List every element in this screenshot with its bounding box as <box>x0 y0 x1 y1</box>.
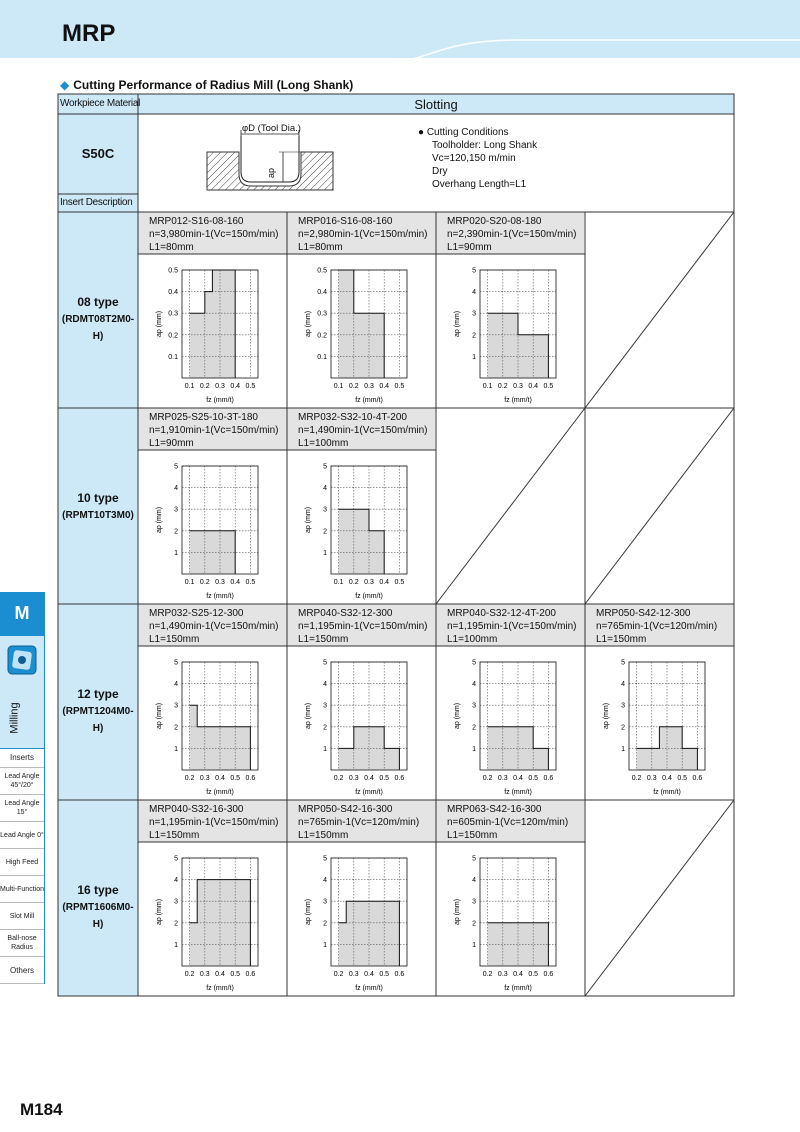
x-tick-label: 0.3 <box>513 383 523 390</box>
diamond-bullet-icon: ◆ <box>60 78 70 92</box>
y-tick-label: 4 <box>472 877 476 885</box>
x-tick-label: 0.3 <box>364 579 374 586</box>
condition-toolholder: Toolholder: Long Shank <box>432 140 538 151</box>
x-tick-label: 0.5 <box>394 383 405 390</box>
y-axis-label: ap (mm) <box>156 898 163 926</box>
x-axis-label: fz (mm/t) <box>355 985 383 992</box>
sidebar-item-high-feed[interactable]: High Feed <box>0 849 44 876</box>
tool-spec-16-1: MRP040-S32-16-300 n=1,195min-1(Vc=150m/min) L1=150mm <box>149 804 279 841</box>
y-tick-label: 2 <box>323 920 327 928</box>
x-tick-label: 0.3 <box>348 775 359 782</box>
y-tick-label: 0.2 <box>317 332 327 340</box>
y-tick-label: 3 <box>472 310 476 318</box>
y-tick-label: 4 <box>323 877 327 885</box>
y-tick-label: 4 <box>472 289 476 297</box>
y-tick-label: 1 <box>323 549 327 557</box>
y-tick-label: 0.3 <box>168 310 178 318</box>
x-tick-label: 0.4 <box>513 971 523 978</box>
chart-12-4 <box>587 650 732 798</box>
x-tick-label: 0.6 <box>394 775 405 782</box>
conditions-title: ● Cutting Conditions <box>418 127 509 138</box>
x-axis-label: fz (mm/t) <box>206 789 234 796</box>
chart-16-3 <box>438 846 583 994</box>
x-tick-label: 0.5 <box>245 579 256 586</box>
condition-speed: Vc=120,150 m/min <box>432 153 516 164</box>
x-tick-label: 0.2 <box>482 971 493 978</box>
x-axis-label: fz (mm/t) <box>504 789 532 796</box>
x-tick-label: 0.6 <box>394 971 405 978</box>
y-axis-label: ap (mm) <box>156 506 163 534</box>
y-axis-label: ap (mm) <box>454 702 461 730</box>
x-tick-label: 0.6 <box>245 775 256 782</box>
y-tick-label: 2 <box>174 724 178 732</box>
tool-spec-12-2: MRP040-S32-12-300 n=1,195min-1(Vc=150m/min) L1=150mm <box>298 608 428 645</box>
y-tick-label: 3 <box>472 702 476 710</box>
y-tick-label: 3 <box>174 702 178 710</box>
x-tick-label: 0.2 <box>348 579 359 586</box>
x-tick-label: 0.3 <box>497 775 508 782</box>
y-tick-label: 2 <box>174 920 178 928</box>
x-tick-label: 0.5 <box>543 383 554 390</box>
x-tick-label: 0.6 <box>245 971 256 978</box>
y-tick-label: 1 <box>621 745 625 753</box>
y-tick-label: 3 <box>174 506 178 514</box>
material-name: S50C <box>81 146 115 161</box>
y-tick-label: 5 <box>472 267 476 275</box>
y-tick-label: 0.5 <box>317 267 327 275</box>
type-label-10: 10 type (RPMT10T3M0) <box>62 491 134 521</box>
page-title: MRP <box>62 20 116 47</box>
y-tick-label: 2 <box>472 332 476 340</box>
area-fill <box>339 270 385 378</box>
y-tick-label: 4 <box>621 681 625 689</box>
y-tick-label: 0.4 <box>168 289 178 297</box>
x-tick-label: 0.1 <box>184 579 195 586</box>
y-axis-label: ap (mm) <box>603 702 610 730</box>
x-tick-label: 0.1 <box>184 383 195 390</box>
x-tick-label: 0.6 <box>692 775 703 782</box>
y-tick-label: 5 <box>621 659 625 667</box>
x-tick-label: 0.2 <box>482 775 493 782</box>
chart-08-3 <box>438 258 583 406</box>
y-tick-label: 4 <box>472 681 476 689</box>
chart-08-1 <box>140 258 285 406</box>
y-axis-label: ap (mm) <box>305 898 312 926</box>
x-tick-label: 0.1 <box>482 383 493 390</box>
x-tick-label: 0.2 <box>199 383 210 390</box>
y-tick-label: 5 <box>472 855 476 863</box>
x-tick-label: 0.3 <box>215 383 225 390</box>
y-tick-label: 5 <box>323 659 327 667</box>
sidebar-item-slot-mill[interactable]: Slot Mill <box>0 903 44 930</box>
x-tick-label: 0.5 <box>379 775 390 782</box>
x-tick-label: 0.4 <box>513 775 523 782</box>
tool-spec-08-1: MRP012-S16-08-160 n=3,980min-1(Vc=150m/min) L1=80mm <box>149 216 279 253</box>
chart-10-1 <box>140 454 285 602</box>
type-label-16: 16 type (RPMT1606M0-H) <box>62 883 134 930</box>
x-tick-label: 0.4 <box>528 383 539 390</box>
y-tick-label: 0.5 <box>168 267 178 275</box>
x-tick-label: 0.4 <box>215 775 225 782</box>
x-tick-label: 0.4 <box>230 383 241 390</box>
chart-12-3 <box>438 650 583 798</box>
y-axis-label: ap (mm) <box>305 702 312 730</box>
section-title-text: Cutting Performance of Radius Mill (Long Shank) <box>73 78 354 92</box>
y-tick-label: 2 <box>472 724 476 732</box>
y-axis-label: ap (mm) <box>305 506 312 534</box>
y-tick-label: 0.1 <box>168 353 178 361</box>
type-label-12: 12 type (RPMT1204M0-H) <box>62 687 134 734</box>
y-tick-label: 5 <box>174 855 178 863</box>
bullet-icon: ● <box>418 127 425 138</box>
y-tick-label: 1 <box>472 745 476 753</box>
y-axis-label: ap (mm) <box>156 310 163 338</box>
y-tick-label: 5 <box>323 855 327 863</box>
x-tick-label: 0.2 <box>184 971 195 978</box>
ap-label: ap <box>266 167 277 179</box>
x-tick-label: 0.5 <box>677 775 688 782</box>
sidebar-item-inserts[interactable]: Inserts <box>0 747 44 768</box>
x-tick-label: 0.5 <box>230 775 241 782</box>
tool-spec-16-3: MRP063-S42-16-300 n=605min-1(Vc=120m/min) L1=150mm <box>447 804 569 841</box>
cutting-conditions <box>418 126 537 191</box>
sidebar-item-lead-angle-0[interactable]: Lead Angle 0° <box>0 822 44 849</box>
x-tick-label: 0.2 <box>631 775 642 782</box>
sidebar-item-lead-angle-15[interactable]: Lead Angle 15° <box>0 795 44 822</box>
y-axis-label: ap (mm) <box>454 898 461 926</box>
insert-description-label: Insert Description <box>60 197 133 208</box>
tool-spec-16-2: MRP050-S42-16-300 n=765min-1(Vc=120m/min) L1=150mm <box>298 804 420 841</box>
area-fill <box>488 923 549 966</box>
y-axis-label: ap (mm) <box>454 310 461 338</box>
y-tick-label: 3 <box>323 702 327 710</box>
y-tick-label: 5 <box>472 659 476 667</box>
y-tick-label: 0.3 <box>317 310 327 318</box>
y-tick-label: 3 <box>323 898 327 906</box>
x-tick-label: 0.4 <box>364 971 374 978</box>
x-tick-label: 0.2 <box>184 775 195 782</box>
tool-spec-08-3: MRP020-S20-08-180 n=2,390min-1(Vc=150m/min) L1=90mm <box>447 216 577 253</box>
sidebar-category <box>0 634 44 749</box>
x-tick-label: 0.1 <box>333 383 344 390</box>
tool-spec-12-3: MRP040-S32-12-4T-200 n=1,195min-1(Vc=150m/min) L1=100mm <box>447 608 577 645</box>
x-tick-label: 0.3 <box>199 775 210 782</box>
y-tick-label: 2 <box>323 724 327 732</box>
x-axis-label: fz (mm/t) <box>355 789 383 796</box>
x-tick-label: 0.4 <box>379 579 390 586</box>
tool-dia-label: φD (Tool Dia.) <box>242 123 301 134</box>
sidebar-item-multi-function[interactable]: Multi-Function <box>0 876 44 903</box>
x-tick-label: 0.2 <box>333 775 344 782</box>
sidebar-category-wrap <box>6 692 24 744</box>
y-axis-label: ap (mm) <box>156 702 163 730</box>
type-label-08: 08 type (RDMT08T2M0-H) <box>61 295 135 342</box>
y-tick-label: 4 <box>174 877 178 885</box>
y-tick-label: 4 <box>323 681 327 689</box>
sidebar-category-label: Milling <box>9 702 21 734</box>
x-tick-label: 0.3 <box>348 971 359 978</box>
x-tick-label: 0.4 <box>662 775 672 782</box>
x-tick-label: 0.2 <box>333 971 344 978</box>
x-tick-label: 0.6 <box>543 775 554 782</box>
y-tick-label: 3 <box>174 898 178 906</box>
sidebar-item-ball-nose[interactable]: Ball-nose Radius <box>0 930 44 957</box>
y-axis-label: ap (mm) <box>305 310 312 338</box>
y-tick-label: 4 <box>174 485 178 493</box>
chart-10-2 <box>289 454 434 602</box>
sidebar-section-letter: M <box>0 592 44 634</box>
y-tick-label: 1 <box>174 941 178 949</box>
x-tick-label: 0.3 <box>364 383 374 390</box>
y-tick-label: 1 <box>323 941 327 949</box>
tool-spec-08-2: MRP016-S16-08-160 n=2,980min-1(Vc=150m/min) L1=80mm <box>298 216 428 253</box>
y-tick-label: 3 <box>323 506 327 514</box>
tool-spec-12-1: MRP032-S25-12-300 n=1,490min-1(Vc=150m/min) L1=150mm <box>149 608 279 645</box>
y-tick-label: 3 <box>621 702 625 710</box>
x-axis-label: fz (mm/t) <box>206 593 234 600</box>
area-fill <box>190 880 251 966</box>
sidebar-item-others[interactable]: Others <box>0 957 44 984</box>
condition-overhang: Overhang Length=L1 <box>432 179 527 190</box>
tool-spec-12-4: MRP050-S42-12-300 n=765min-1(Vc=120m/min) L1=150mm <box>596 608 718 645</box>
condition-coolant: Dry <box>432 166 448 177</box>
workpiece-material-label: Workpiece Material <box>60 98 141 109</box>
x-axis-label: fz (mm/t) <box>355 593 383 600</box>
x-tick-label: 0.5 <box>394 579 405 586</box>
y-tick-label: 0.4 <box>317 289 327 297</box>
x-tick-label: 0.6 <box>543 971 554 978</box>
sidebar-edge <box>44 592 45 984</box>
x-axis-label: fz (mm/t) <box>206 985 234 992</box>
x-tick-label: 0.5 <box>528 971 539 978</box>
y-tick-label: 4 <box>323 485 327 493</box>
x-tick-label: 0.3 <box>497 971 508 978</box>
chart-08-2 <box>289 258 434 406</box>
x-tick-label: 0.4 <box>215 971 225 978</box>
y-tick-label: 1 <box>323 745 327 753</box>
x-axis-label: fz (mm/t) <box>504 397 532 404</box>
tool-spec-10-1: MRP025-S25-10-3T-180 n=1,910min-1(Vc=150m/min) L1=90mm <box>149 412 279 449</box>
x-tick-label: 0.3 <box>646 775 657 782</box>
x-axis-label: fz (mm/t) <box>653 789 681 796</box>
y-tick-label: 1 <box>472 353 476 361</box>
chart-16-2 <box>289 846 434 994</box>
page-number: M184 <box>20 1100 63 1119</box>
x-axis-label: fz (mm/t) <box>355 397 383 404</box>
y-tick-label: 4 <box>174 681 178 689</box>
x-tick-label: 0.4 <box>379 383 390 390</box>
y-tick-label: 0.2 <box>168 332 178 340</box>
chart-12-2 <box>289 650 434 798</box>
x-tick-label: 0.4 <box>364 775 374 782</box>
y-tick-label: 5 <box>323 463 327 471</box>
x-tick-label: 0.2 <box>348 383 359 390</box>
x-tick-label: 0.3 <box>199 971 210 978</box>
y-tick-label: 5 <box>174 659 178 667</box>
y-tick-label: 2 <box>621 724 625 732</box>
milling-insert-icon <box>0 636 44 686</box>
y-tick-label: 1 <box>174 549 178 557</box>
y-tick-label: 5 <box>174 463 178 471</box>
x-tick-label: 0.5 <box>230 971 241 978</box>
x-tick-label: 0.2 <box>199 579 210 586</box>
area-fill <box>339 509 385 574</box>
x-tick-label: 0.5 <box>379 971 390 978</box>
y-tick-label: 2 <box>323 528 327 536</box>
x-axis-label: fz (mm/t) <box>504 985 532 992</box>
y-tick-label: 1 <box>174 745 178 753</box>
x-tick-label: 0.4 <box>230 579 241 586</box>
y-tick-label: 1 <box>472 941 476 949</box>
x-tick-label: 0.5 <box>528 775 539 782</box>
x-tick-label: 0.5 <box>245 383 256 390</box>
chart-12-1 <box>140 650 285 798</box>
y-tick-label: 2 <box>174 528 178 536</box>
sidebar-item-lead-angle-45[interactable]: Lead Angle 45°/20° <box>0 768 44 795</box>
slotting-label: Slotting <box>414 97 458 112</box>
x-tick-label: 0.1 <box>333 579 344 586</box>
y-tick-label: 3 <box>472 898 476 906</box>
y-tick-label: 0.1 <box>317 353 327 361</box>
x-tick-label: 0.2 <box>497 383 508 390</box>
x-tick-label: 0.3 <box>215 579 225 586</box>
y-tick-label: 2 <box>472 920 476 928</box>
x-axis-label: fz (mm/t) <box>206 397 234 404</box>
chart-16-1 <box>140 846 285 994</box>
tool-spec-10-2: MRP032-S32-10-4T-200 n=1,490min-1(Vc=150m/min) L1=100mm <box>298 412 428 449</box>
